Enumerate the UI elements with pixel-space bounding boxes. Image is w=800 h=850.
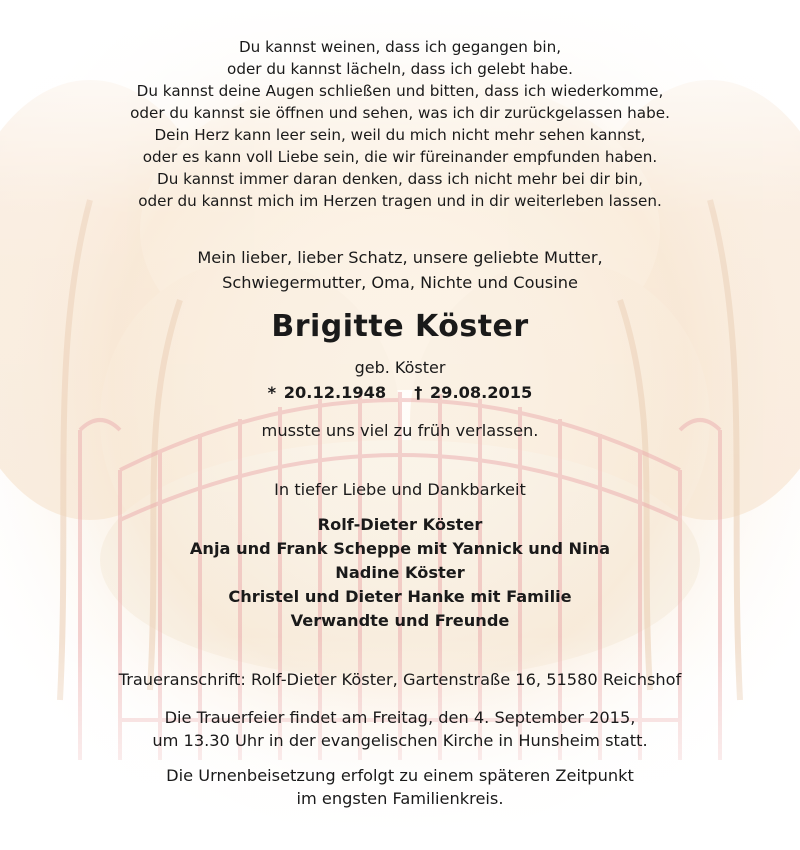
farewell-message: musste uns viel zu früh verlassen.: [261, 421, 539, 440]
life-dates: [0, 383, 800, 402]
poem-line: Dein Herz kann leer sein, weil du mich nicht mehr sehen kannst,: [154, 126, 646, 144]
poem-line: oder es kann voll Liebe sein, die wir füreinander empfunden haben.: [142, 148, 658, 166]
mourner-name: Nadine Köster: [335, 563, 465, 582]
intro-line: Schwiegermutter, Oma, Nichte und Cousine: [222, 273, 578, 292]
poem-line: oder du kannst mich im Herzen tragen und in dir weiterleben lassen.: [138, 192, 662, 210]
mourner-name: Verwandte und Freunde: [290, 611, 510, 630]
burial-line: Die Urnenbeisetzung erfolgt zu einem späteren Zeitpunkt: [166, 766, 634, 785]
service-line: um 13.30 Uhr in der evangelischen Kirche in Hunsheim statt.: [152, 731, 648, 750]
maiden-name: geb. Köster: [354, 358, 446, 377]
burial-line: im engsten Familienkreis.: [296, 789, 504, 808]
mourner-name: Rolf-Dieter Köster: [317, 515, 483, 534]
mourner-name: Christel und Dieter Hanke mit Familie: [228, 587, 572, 606]
poem-line: oder du kannst sie öffnen und sehen, was ich dir zurückgelassen habe.: [130, 104, 670, 122]
mourners-intro: In tiefer Liebe und Dankbarkeit: [274, 480, 526, 499]
mourner-name: Anja und Frank Scheppe mit Yannick und Nina: [189, 539, 611, 558]
death-date: † 29.08.2015: [414, 383, 533, 402]
poem-line: Du kannst immer daran denken, dass ich nicht mehr bei dir bin,: [157, 170, 643, 188]
birth-date: * 20.12.1948: [267, 383, 387, 402]
intro-line: Mein lieber, lieber Schatz, unsere geliebte Mutter,: [197, 248, 603, 267]
service-line: Die Trauerfeier findet am Freitag, den 4. September 2015,: [164, 708, 636, 727]
deceased-name: Brigitte Köster: [271, 309, 529, 344]
poem-line: oder du kannst lächeln, dass ich gelebt habe.: [227, 60, 573, 78]
mourning-address: Traueranschrift: Rolf-Dieter Köster, Gartenstraße 16, 51580 Reichshof: [118, 670, 682, 689]
poem-line: Du kannst deine Augen schließen und bitten, dass ich wiederkomme,: [136, 82, 664, 100]
poem-line: Du kannst weinen, dass ich gegangen bin,: [238, 38, 562, 56]
